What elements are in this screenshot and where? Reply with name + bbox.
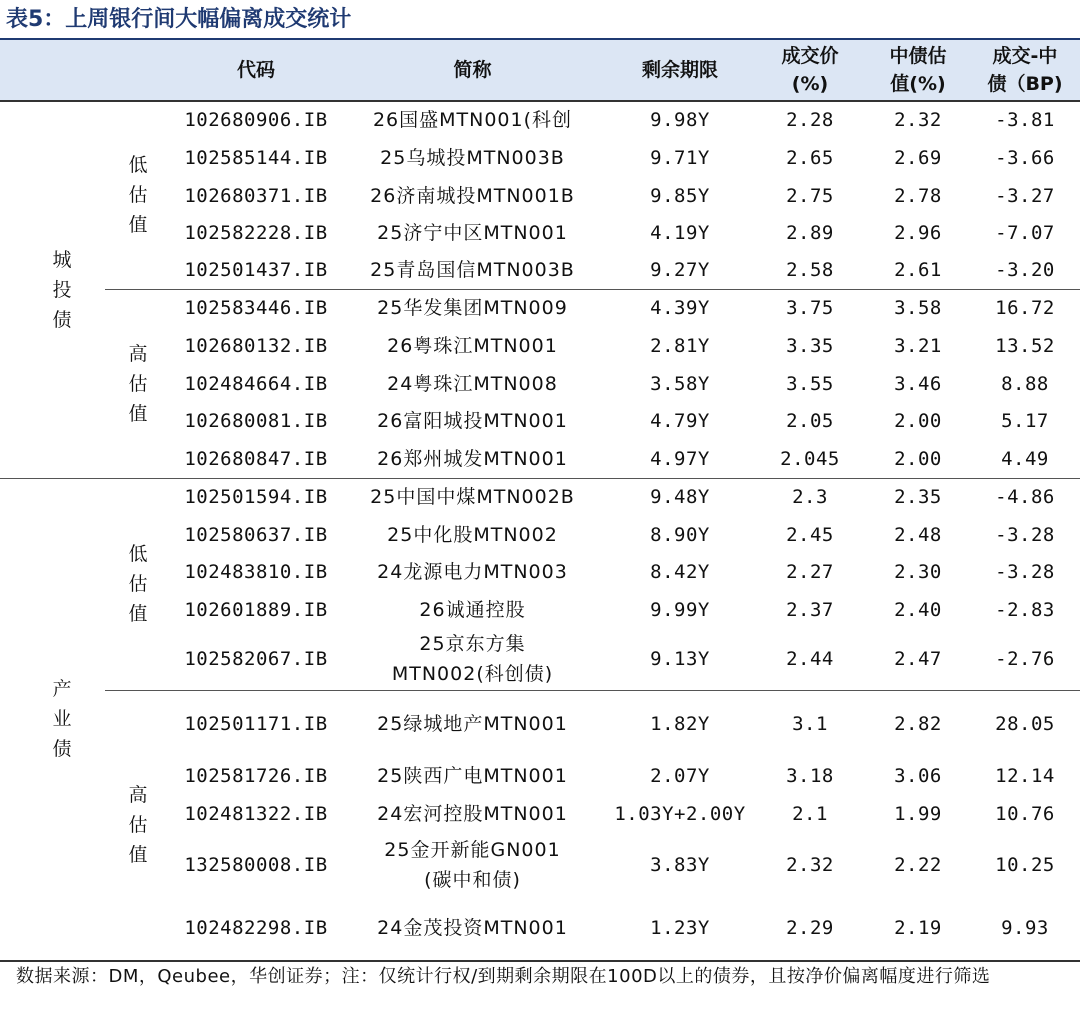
table-cell-dev: -2.76 xyxy=(995,648,1055,670)
bond-name-line1: 25京东方集 xyxy=(419,633,526,655)
table-cell-code: 102501594.IB xyxy=(184,486,328,508)
header-deviation: 成交-中 债（BP) xyxy=(987,45,1063,95)
table-cell-dev: -3.81 xyxy=(995,109,1055,131)
table-cell-maturity: 9.27Y xyxy=(650,259,710,281)
table-cell-price: 2.65 xyxy=(786,147,834,169)
bond-name-line1: 24龙源电力MTN003 xyxy=(377,561,568,583)
table-cell-maturity: 4.39Y xyxy=(650,297,710,319)
table-cell-maturity: 3.58Y xyxy=(650,372,710,395)
table-cell-maturity: 4.97Y xyxy=(650,448,710,470)
table-cell-dev: 10.76 xyxy=(995,803,1055,825)
table-cell-maturity: 1.82Y xyxy=(650,712,710,735)
bond-name-line1: 25华发集团MTN009 xyxy=(377,297,568,319)
table-cell-dev: 13.52 xyxy=(995,335,1055,357)
subgroup-label-high: 高 估 值 xyxy=(128,342,148,425)
table-cell-price: 3.35 xyxy=(786,335,834,357)
table-cell-dev: 4.49 xyxy=(1001,448,1049,470)
table-cell-dev: -3.66 xyxy=(995,147,1055,169)
table-cell-dev: 12.14 xyxy=(995,765,1055,787)
table-cell-maturity: 9.13Y xyxy=(650,648,710,670)
table-cell-val: 2.32 xyxy=(894,109,942,131)
table-cell-name xyxy=(340,516,605,553)
table-cell-code: 102481322.IB xyxy=(184,803,328,825)
table-cell-dev: 10.25 xyxy=(995,853,1055,876)
table-cell-dev: 8.88 xyxy=(1001,372,1049,395)
category-divider xyxy=(0,478,1080,479)
table-cell-code: 102483810.IB xyxy=(184,561,328,583)
table-cell-code: 102680132.IB xyxy=(184,335,328,357)
table-cell-val: 3.58 xyxy=(894,297,942,319)
table-cell-name xyxy=(340,289,605,327)
table-cell-price: 2.3 xyxy=(792,486,828,508)
bond-name-line1: 26粤珠江MTN001 xyxy=(387,335,558,357)
table-cell-val: 1.99 xyxy=(894,803,942,825)
table-cell-val: 2.82 xyxy=(894,712,942,735)
bond-name-line1: 25乌城投MTN003B xyxy=(380,147,565,169)
table-cell-name xyxy=(340,757,605,795)
table-cell-val: 3.46 xyxy=(894,372,942,395)
table-cell-name xyxy=(340,896,605,960)
table-cell-name xyxy=(340,365,605,402)
table-cell-val: 2.69 xyxy=(894,147,942,169)
table-cell-name xyxy=(340,833,605,896)
table-cell-maturity: 3.83Y xyxy=(650,853,710,876)
table-cell-code: 102680906.IB xyxy=(184,109,328,131)
table-cell-code: 102582067.IB xyxy=(184,648,328,670)
table-cell-val: 3.06 xyxy=(894,765,942,787)
table-cell-price: 2.45 xyxy=(786,523,834,546)
bond-name-line1: 26富阳城投MTN001 xyxy=(377,410,568,432)
table-cell-price: 2.58 xyxy=(786,259,834,281)
table-cell-val: 3.21 xyxy=(894,335,942,357)
table-cell-price: 2.44 xyxy=(786,648,834,670)
table-cell-dev: -3.28 xyxy=(995,561,1055,583)
table-cell-code: 102580637.IB xyxy=(184,523,328,546)
table-cell-price: 2.27 xyxy=(786,561,834,583)
table-cell-code: 102585144.IB xyxy=(184,147,328,169)
table-cell-maturity: 9.99Y xyxy=(650,598,710,621)
table-cell-name xyxy=(340,214,605,251)
bond-name-line1: 24粤珠江MTN008 xyxy=(387,372,558,395)
table-cell-dev: 28.05 xyxy=(995,712,1055,735)
table-cell-code: 102484664.IB xyxy=(184,372,328,395)
bond-name-line1: 26国盛MTN001(科创 xyxy=(372,109,573,131)
table-cell-val: 2.00 xyxy=(894,448,942,470)
table-cell-maturity: 1.23Y xyxy=(650,917,710,939)
table-cell-name xyxy=(340,591,605,628)
table-cell-code: 102583446.IB xyxy=(184,297,328,319)
table-cell-maturity: 2.81Y xyxy=(650,335,710,357)
header-code: 代码 xyxy=(236,59,275,81)
table-cell-maturity: 9.98Y xyxy=(650,109,710,131)
table-cell-price: 3.18 xyxy=(786,765,834,787)
table-cell-name xyxy=(340,628,605,690)
table-cell-maturity: 9.48Y xyxy=(650,486,710,508)
header-maturity: 剩余期限 xyxy=(641,59,718,81)
table-cell-code: 132580008.IB xyxy=(184,853,328,876)
bond-name-line1: 25青岛国信MTN003B xyxy=(370,259,575,281)
table-cell-val: 2.00 xyxy=(894,410,942,432)
table-cell-val: 2.96 xyxy=(894,221,942,244)
table-cell-price: 3.1 xyxy=(792,712,828,735)
table-cell-price: 2.045 xyxy=(780,448,840,470)
table-cell-dev: -7.07 xyxy=(995,221,1055,244)
table-cell-name xyxy=(340,327,605,365)
bond-name-line1: 24宏河控股MTN001 xyxy=(377,803,568,825)
table-cell-price: 2.37 xyxy=(786,598,834,621)
table-cell-code: 102501437.IB xyxy=(184,259,328,281)
table-cell-maturity: 8.42Y xyxy=(650,561,710,583)
table-cell-val: 2.48 xyxy=(894,523,942,546)
table-cell-code: 102680847.IB xyxy=(184,448,328,470)
table-cell-dev: -3.28 xyxy=(995,523,1055,546)
table-cell-val: 2.30 xyxy=(894,561,942,583)
bond-name-line2: (碳中和债) xyxy=(424,868,521,891)
table-cell-name xyxy=(340,177,605,214)
bond-name-line1: 26郑州城发MTN001 xyxy=(377,448,568,470)
table-cell-maturity: 2.07Y xyxy=(650,765,710,787)
table-cell-name xyxy=(340,139,605,177)
bond-name-line1: 24金茂投资MTN001 xyxy=(377,917,568,939)
table-cell-name xyxy=(340,251,605,289)
header-valuation: 中债估 值(%) xyxy=(889,45,947,95)
table-cell-name xyxy=(340,553,605,591)
bond-name-line1: 25济宁中区MTN001 xyxy=(377,221,568,244)
table-cell-dev: -3.20 xyxy=(995,259,1055,281)
table-cell-code: 102601889.IB xyxy=(184,598,328,621)
table-cell-name xyxy=(340,402,605,440)
table-cell-price: 2.05 xyxy=(786,410,834,432)
table-cell-maturity: 1.03Y+2.00Y xyxy=(614,803,746,825)
table-cell-dev: -4.86 xyxy=(995,486,1055,508)
table-cell-name xyxy=(340,690,605,757)
table-cell-price: 2.28 xyxy=(786,109,834,131)
bond-name-line1: 25中国中煤MTN002B xyxy=(370,486,575,508)
source-note: 数据来源：DM，Qeubee，华创证券；注：仅统计行权/到期剩余期限在100D以上的债券，且按净价偏离幅度进行筛选 xyxy=(16,966,991,987)
table-cell-maturity: 9.71Y xyxy=(650,147,710,169)
table-cell-name xyxy=(340,795,605,833)
table-cell-maturity: 9.85Y xyxy=(650,184,710,207)
bond-name-line1: 25金开新能GN001 xyxy=(384,838,561,861)
subgroup-label-low: 低 估 值 xyxy=(128,154,148,236)
table-cell-val: 2.40 xyxy=(894,598,942,621)
table-cell-name xyxy=(340,478,605,516)
table-cell-val: 2.19 xyxy=(894,917,942,939)
subgroup-divider xyxy=(105,289,1080,290)
bond-name-line2: MTN002(科创债) xyxy=(391,663,554,685)
table-cell-dev: 5.17 xyxy=(1001,410,1049,432)
table-cell-code: 102501171.IB xyxy=(184,712,328,735)
bond-name-line1: 25陕西广电MTN001 xyxy=(377,765,568,787)
category-label-chengtou: 城 投 债 xyxy=(52,248,72,331)
table-cell-maturity: 8.90Y xyxy=(650,523,710,546)
table-cell-price: 2.32 xyxy=(786,853,834,876)
table-cell-dev: 9.93 xyxy=(1001,917,1049,939)
table-cell-price: 2.89 xyxy=(786,221,834,244)
table-cell-maturity: 4.19Y xyxy=(650,221,710,244)
table-cell-val: 2.78 xyxy=(894,184,942,207)
bond-name-line1: 25中化股MTN002 xyxy=(387,523,558,546)
table-cell-name xyxy=(340,101,605,139)
table-cell-maturity: 4.79Y xyxy=(650,410,710,432)
header-name: 简称 xyxy=(453,59,492,81)
table-cell-dev: -2.83 xyxy=(995,598,1055,621)
header-trade-price: 成交价 (%) xyxy=(781,45,839,95)
table-cell-val: 2.47 xyxy=(894,648,942,670)
subgroup-label-high: 高 估 值 xyxy=(128,784,148,866)
table-cell-price: 2.75 xyxy=(786,184,834,207)
table-cell-name xyxy=(340,440,605,478)
bond-name-line1: 26诚通控股 xyxy=(419,598,526,621)
subgroup-label-low: 低 估 值 xyxy=(128,543,148,625)
bond-name-line1: 26济南城投MTN001B xyxy=(370,184,575,207)
bond-name-line1: 25绿城地产MTN001 xyxy=(377,712,568,735)
table-cell-val: 2.35 xyxy=(894,486,942,508)
table-cell-dev: 16.72 xyxy=(995,297,1055,319)
table-cell-code: 102680081.IB xyxy=(184,410,328,432)
table-cell-val: 2.61 xyxy=(894,259,942,281)
table-title: 表5：上周银行间大幅偏离成交统计 xyxy=(6,7,352,32)
category-label-chanye: 产 业 债 xyxy=(52,678,72,760)
subgroup-divider xyxy=(105,690,1080,691)
table-cell-price: 3.55 xyxy=(786,372,834,395)
table-cell-code: 102482298.IB xyxy=(184,917,328,939)
table-cell-val: 2.22 xyxy=(894,853,942,876)
table-cell-code: 102680371.IB xyxy=(184,184,328,207)
table-cell-code: 102582228.IB xyxy=(184,221,328,244)
table-cell-price: 2.29 xyxy=(786,917,834,939)
table-cell-dev: -3.27 xyxy=(995,184,1055,207)
table-cell-code: 102581726.IB xyxy=(184,765,328,787)
table-cell-price: 3.75 xyxy=(786,297,834,319)
table-cell-price: 2.1 xyxy=(792,803,828,825)
